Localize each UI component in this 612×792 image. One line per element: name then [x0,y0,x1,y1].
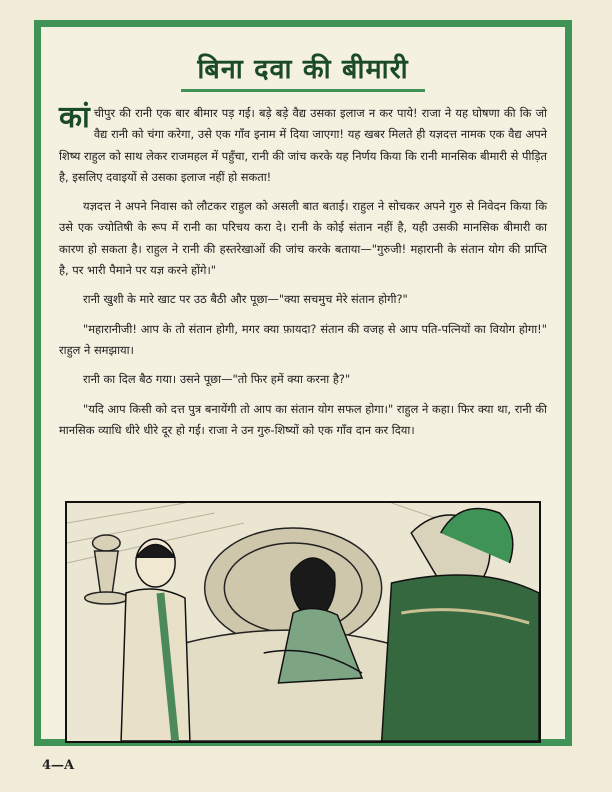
story-title: बिना दवा की बीमारी [197,54,409,85]
paragraph-4: "महारानीजी! आप के तो संतान होगी, मगर क्या फ़ायदा? संतान की वजह से आप पति-पत्नियों का वियोग होगा!" राहुल ने समझाया। [59,321,547,357]
paragraph-5: रानी का दिल बैठ गया। उसने पूछा—"तो फिर हमें क्या करना है?" [83,372,351,387]
paragraph-text: चीपुर की रानी एक बार बीमार पड़ गई। बड़े बड़े वैद्य उसका इलाज न कर पाये! राजा ने यह घोषणा की कि जो वैद्य रानी को चंगा करेगा, उसे एक गाँव इनाम में दिया जाएगा! यह खबर मिलते ही यज्ञदत्त नामक एक वैद्य अपने शिष्य राहुल को साथ लेकर राजमहल में पहुँचा, रानी की जांच करके यह निर्णय किया कि रानी मानसिक बीमारी से पीड़ित है, इसलिए दवाइयों से उसका इलाज नहीं हो सकता! [59,106,547,184]
title-underline [181,89,425,92]
story-body [59,100,547,449]
paragraph-2: यज्ञदत्त ने अपने निवास को लौटकर राहुल को असली बात बताई। राहुल ने सोचकर अपने गुरु से निवेदन किया कि उसे एक ज्योतिषी के रूप में रानी का परिचय करा दे। रानी के कोई संतान नहीं है, यही उसकी मानसिक बीमारी का कारण हो सकता है। राहुल ने रानी की हस्तरेखाओं की जांच करके बताया—"गुरुजी! महारानी के संतान योग की प्राप्ति है, पर भारी पैमाने पर यज्ञ करने होंगे।" [59,199,547,278]
page-frame [34,20,572,746]
story-illustration [65,501,541,743]
drop-cap: कां [59,100,90,135]
page-content [51,37,555,729]
illustration-drawing [67,503,539,741]
page-number: 4—A [42,758,75,773]
paragraph-6: "यदि आप किसी को दत्त पुत्र बनायेंगी तो आप का संतान योग सफल होगा।" राहुल ने कहा। फिर क्या था, रानी की मानसिक व्याधि धीरे धीरे दूर हो गई। राजा ने उन गुरु-शिष्यों को एक गाँव दान कर दिया। [59,401,547,437]
paragraph-3: रानी खुशी के मारे खाट पर उठ बैठी और पूछा—"क्या सचमुच मेरे संतान होगी?" [83,292,408,307]
paragraph-1 [59,100,547,188]
